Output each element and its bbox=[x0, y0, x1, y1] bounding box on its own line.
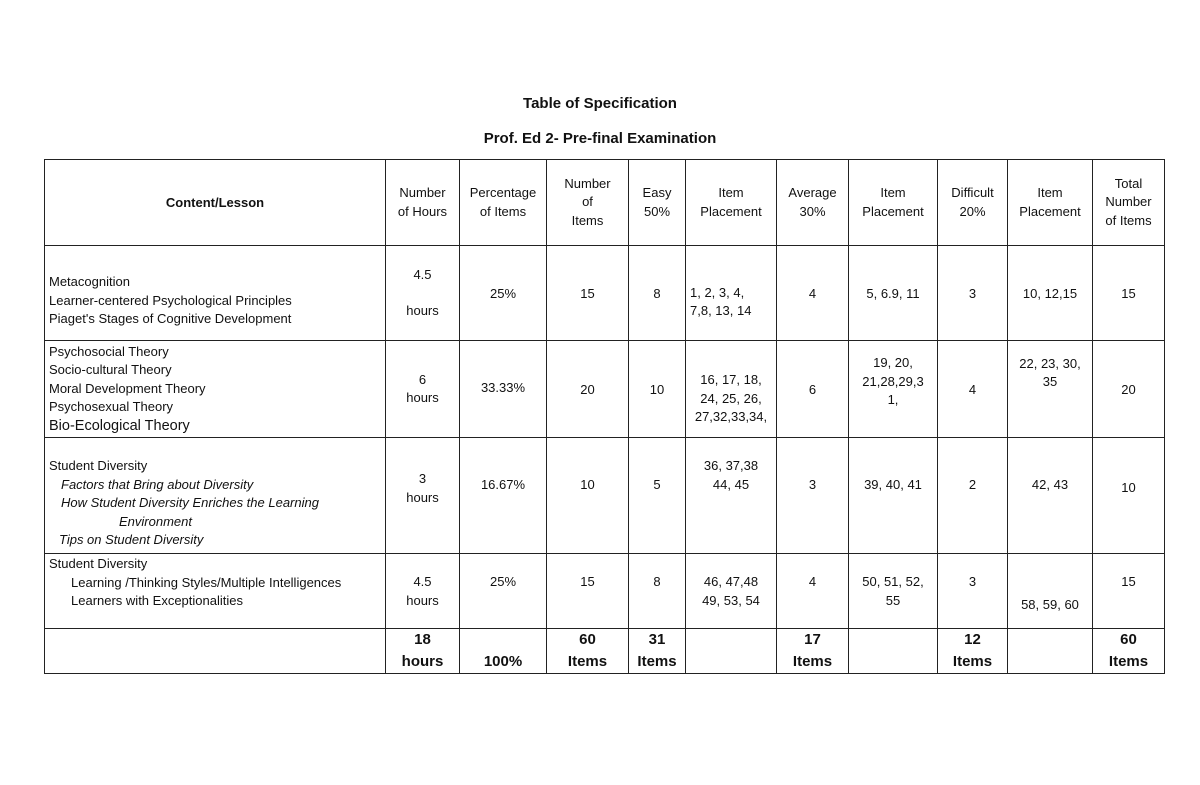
document-title: Table of Specification bbox=[523, 95, 677, 112]
num-items-cell: 15 bbox=[547, 246, 629, 341]
header-difficult-item-placement: Item Placement bbox=[1008, 160, 1093, 246]
header-average: Average 30% bbox=[777, 160, 849, 246]
specification-table bbox=[44, 159, 1165, 674]
percentage-cell: 25% bbox=[460, 246, 547, 341]
average-placement-cell: 39, 40, 41 bbox=[849, 438, 938, 554]
table-row bbox=[45, 554, 1165, 629]
total-easy-placement-cell bbox=[686, 629, 777, 674]
header-difficult: Difficult 20% bbox=[938, 160, 1008, 246]
easy-cell: 8 bbox=[629, 246, 686, 341]
num-items-cell: 10 bbox=[547, 438, 629, 554]
total-average-cell: 17 Items bbox=[777, 629, 849, 674]
total-cell: 15 bbox=[1093, 246, 1165, 341]
header-number-of-hours: Number of Hours bbox=[386, 160, 460, 246]
difficult-cell: 4 bbox=[938, 341, 1008, 438]
header-easy: Easy 50% bbox=[629, 160, 686, 246]
average-placement-cell: 5, 6.9, 11 bbox=[849, 246, 938, 341]
easy-placement-cell: 46, 47,48 49, 53, 54 bbox=[686, 554, 777, 629]
table-row bbox=[45, 438, 1165, 554]
header-easy-item-placement: Item Placement bbox=[686, 160, 777, 246]
total-cell: 15 bbox=[1093, 554, 1165, 629]
content-cell: Student Diversity Factors that Bring about Diversity How Student Diversity Enriches the Learning Environment Tips on Student Diversity bbox=[45, 438, 386, 554]
total-cell: 20 bbox=[1093, 341, 1165, 438]
percentage-cell: 25% bbox=[460, 554, 547, 629]
difficult-cell: 3 bbox=[938, 246, 1008, 341]
total-num-items-cell: 60 Items bbox=[547, 629, 629, 674]
total-items-cell: 60 Items bbox=[1093, 629, 1165, 674]
hours-cell: 3 hours bbox=[386, 438, 460, 554]
header-average-item-placement: Item Placement bbox=[849, 160, 938, 246]
easy-cell: 8 bbox=[629, 554, 686, 629]
hours-cell: 6 hours bbox=[386, 341, 460, 438]
difficult-placement-cell: 22, 23, 30, 35 bbox=[1008, 341, 1093, 438]
hours-cell: 4.5 hours bbox=[386, 554, 460, 629]
easy-cell: 5 bbox=[629, 438, 686, 554]
average-cell: 4 bbox=[777, 246, 849, 341]
num-items-cell: 20 bbox=[547, 341, 629, 438]
total-average-placement-cell bbox=[849, 629, 938, 674]
average-cell: 6 bbox=[777, 341, 849, 438]
percentage-cell: 16.67% bbox=[460, 438, 547, 554]
table-header-row bbox=[45, 160, 1165, 246]
totals-label-cell bbox=[45, 629, 386, 674]
num-items-cell: 15 bbox=[547, 554, 629, 629]
average-placement-cell: 19, 20, 21,28,29,3 1, bbox=[849, 341, 938, 438]
table-row bbox=[45, 246, 1165, 341]
difficult-placement-cell: 10, 12,15 bbox=[1008, 246, 1093, 341]
total-difficult-cell: 12 Items bbox=[938, 629, 1008, 674]
total-difficult-placement-cell bbox=[1008, 629, 1093, 674]
table-row bbox=[45, 341, 1165, 438]
header-percentage-of-items: Percentage of Items bbox=[460, 160, 547, 246]
content-cell: Metacognition Learner-centered Psychological Principles Piaget's Stages of Cognitive Development bbox=[45, 246, 386, 341]
difficult-cell: 2 bbox=[938, 438, 1008, 554]
totals-row bbox=[45, 629, 1165, 674]
hours-cell: 4.5 hours bbox=[386, 246, 460, 341]
header-content-lesson: Content/Lesson bbox=[45, 160, 386, 246]
easy-placement-cell: 16, 17, 18, 24, 25, 26, 27,32,33,34, bbox=[686, 341, 777, 438]
content-cell: Student Diversity Learning /Thinking Styles/Multiple Intelligences Learners with Exceptionalities bbox=[45, 554, 386, 629]
total-percentage-cell: 100% bbox=[460, 629, 547, 674]
average-placement-cell: 50, 51, 52, 55 bbox=[849, 554, 938, 629]
total-easy-cell: 31 Items bbox=[629, 629, 686, 674]
percentage-cell: 33.33% bbox=[460, 341, 547, 438]
difficult-placement-cell: 58, 59, 60 bbox=[1008, 554, 1093, 629]
easy-placement-cell: 36, 37,38 44, 45 bbox=[686, 438, 777, 554]
easy-cell: 10 bbox=[629, 341, 686, 438]
difficult-cell: 3 bbox=[938, 554, 1008, 629]
content-cell: Psychosocial Theory Socio-cultural Theory Moral Development Theory Psychosexual Theory Bio-Ecological Theory bbox=[45, 341, 386, 438]
total-cell: 10 bbox=[1093, 438, 1165, 554]
header-number-of-items: Number of Items bbox=[547, 160, 629, 246]
difficult-placement-cell: 42, 43 bbox=[1008, 438, 1093, 554]
easy-placement-cell: 1, 2, 3, 4, 7,8, 13, 14 bbox=[686, 246, 777, 341]
total-hours-cell: 18 hours bbox=[386, 629, 460, 674]
document-subtitle: Prof. Ed 2- Pre-final Examination bbox=[483, 130, 717, 147]
average-cell: 3 bbox=[777, 438, 849, 554]
average-cell: 4 bbox=[777, 554, 849, 629]
header-total-number-of-items: Total Number of Items bbox=[1093, 160, 1165, 246]
